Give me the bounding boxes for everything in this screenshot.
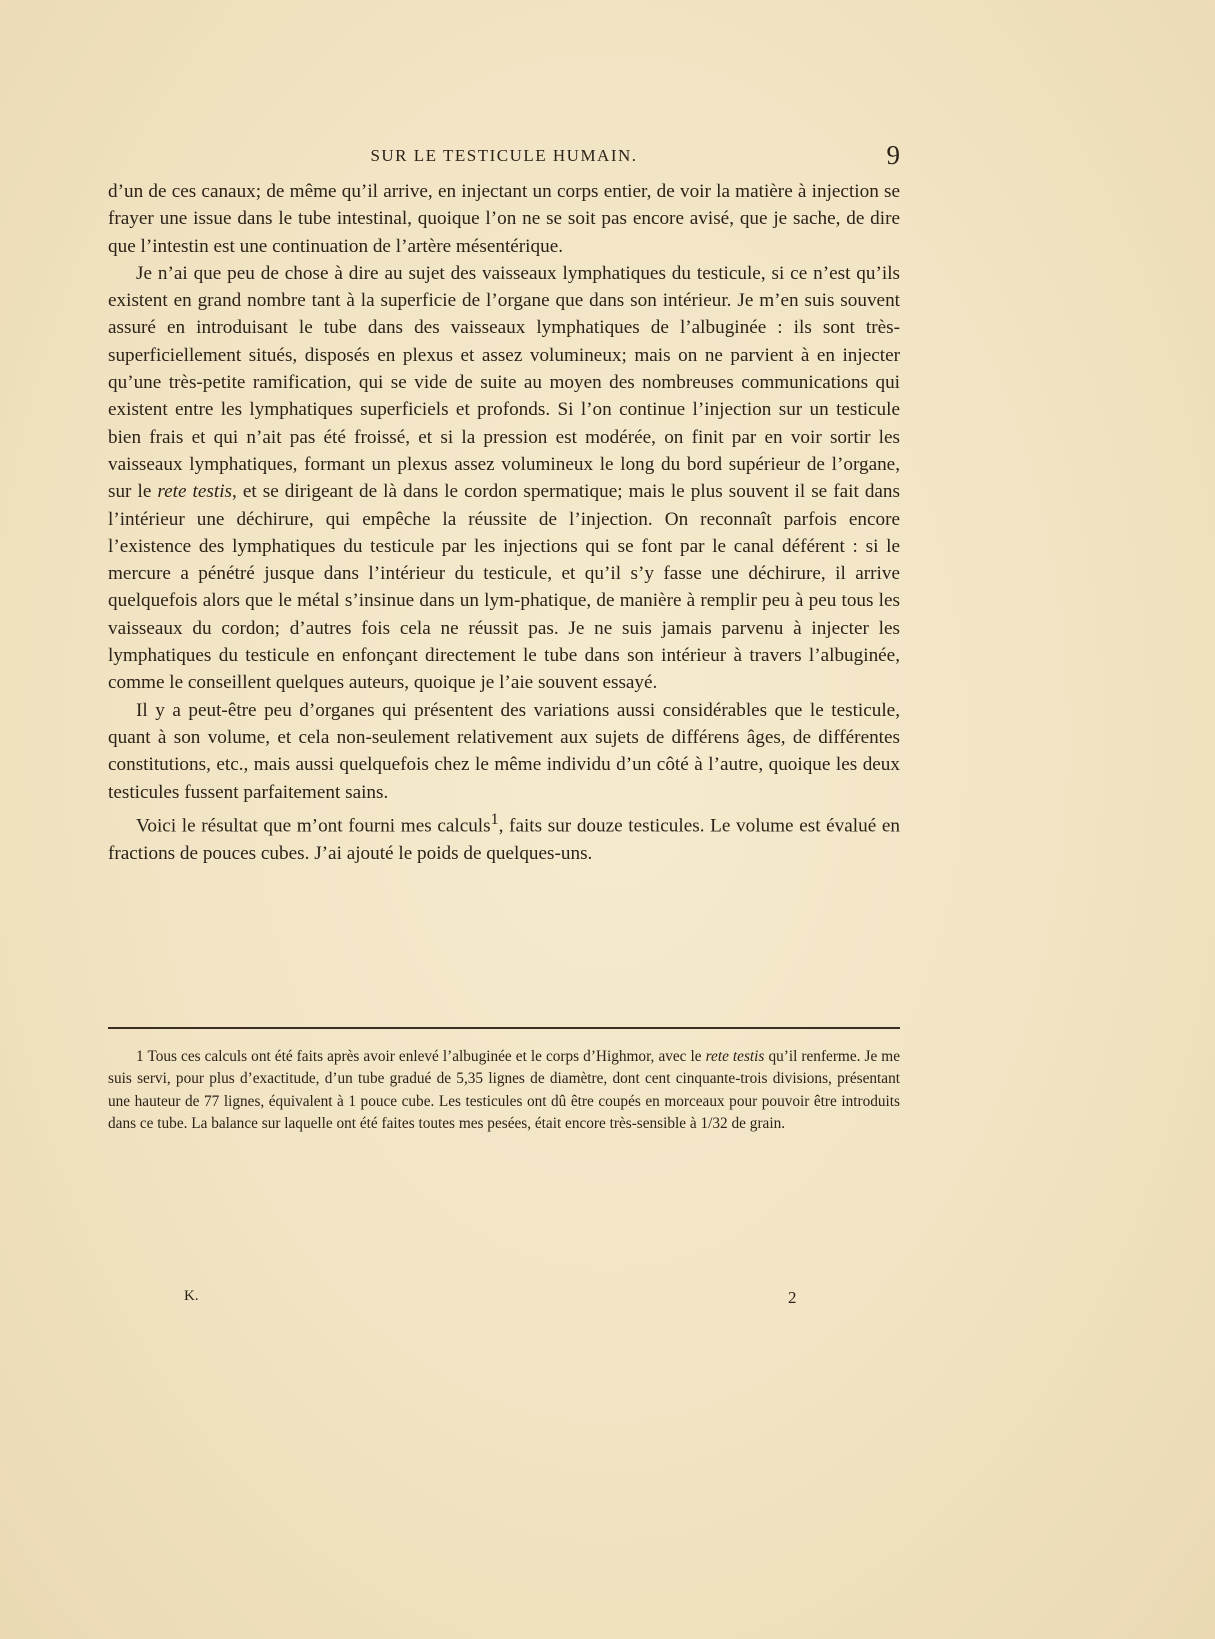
footnote-rule — [108, 1027, 900, 1029]
paragraph-1: d’un de ces canaux; de même qu’il arrive, en injectant un corps entier, de voir la matière à injection se frayer une issue dans le tube intestinal, quoique l’on ne se soit pas encore avisé, que je sache, de dire que l’intestin est une continuation de l’artère mésentérique. — [108, 181, 900, 257]
footnote-part-2: qu’il renferme. Je me suis servi, pour plus d’exactitude, d’un tube gradué de 5,35 lignes de diamètre, dont cent cinquante-trois divisions, présentant une hauteur de 77 lignes, équivalent à 1 pouce cube. Les testicules ont dû être coupés en morceaux pour pouvoir être introduits dans ce tube. La balance sur laquelle ont été faites toutes mes pesées, était encore très-sensible à 1/32 de grain. — [108, 1048, 900, 1133]
page-number: 9 — [886, 140, 900, 170]
running-title: SUR LE TESTICULE HUMAIN. — [370, 146, 638, 165]
page-header — [108, 140, 900, 170]
signature-mark: K. — [184, 1288, 199, 1304]
paragraph-2-italic: rete testis — [157, 481, 232, 503]
footnote-1 — [108, 1046, 900, 1136]
footnote-part-1: Tous ces calculs ont été faits après avoir enlevé l’albuginée et le corps d’Highmor, avec le — [147, 1048, 702, 1065]
paragraph-2-part-2: , et se dirigeant de là dans le cordon spermatique; mais le plus souvent il se fait dans l’intérieur une déchirure, qui empêche la réussite de l’injection. On reconnaît parfois encore l’existence des lymphatiques du testicule par les injections qui se font par le canal déférent : si le mercure a pénétré jusque dans l’intérieur du testicule, et qu’il s’y fasse une déchirure, il arrive quelquefois alors que le métal s’insinue dans un lym-phatique, de manière à remplir peu à peu tous les vaisseaux du cordon; d’autres fois cela ne réussit pas. Je ne suis jamais parvenu à injecter les lymphatiques du testicule en enfonçant directement le tube dans son intérieur à travers l’albuginée, comme le conseillent quelques auteurs, quoique je l’aie souvent essayé. — [108, 481, 900, 694]
paragraph-2-part-1: Je n’ai que peu de chose à dire au sujet des vaisseaux lymphatiques du testicule, si ce n’est qu’ils existent en grand nombre tant à la superficie de l’organe que dans son intérieur. Je m’en suis souvent assuré en introduisant le tube dans des vaisseaux lymphatiques de l’albuginée : ils sont très-superficiellement situés, disposés en plexus et assez volumineux; mais on ne parvient à en injecter qu’une très-petite ramification, qui se vide de suite au moyen des nombreuses communications qui existent entre les lymphatiques superficiels et profonds. Si l’on continue l’injection sur un testicule bien frais et qui n’ait pas été froissé, et si la pression est modérée, on finit par en voir sortir les vaisseaux lymphatiques, formant un plexus assez volumineux le long du bord supérieur de l’organe, sur le — [108, 262, 900, 503]
footnote-reference: 1 — [490, 810, 499, 828]
footnotes — [108, 1046, 900, 1136]
paragraph-3: Il y a peut-être peu d’organes qui présentent des variations aussi considérables que le testicule, quant à son volume, et cela non-seulement relativement aux sujets de différens âges, de différentes constitutions, etc., mais aussi quelquefois chez le même individu d’un côté à l’autre, quoique les deux testicules fussent parfaitement sains. — [108, 699, 900, 803]
paragraph-4 — [108, 806, 900, 867]
paragraph-4-part-1: Voici le résultat que m’ont fourni mes calculs — [136, 815, 491, 837]
footnote-italic: rete testis — [705, 1048, 765, 1065]
footnote-marker: 1 — [136, 1048, 144, 1065]
body-text — [108, 178, 900, 867]
gathering-number: 2 — [788, 1288, 797, 1307]
paragraph-4-part-2: , faits sur douze testicules. Le volume est évalué en fractions de pouces cubes. J’ai ajouté le poids de quelques-uns. — [108, 815, 900, 864]
paragraph-2 — [108, 260, 900, 697]
